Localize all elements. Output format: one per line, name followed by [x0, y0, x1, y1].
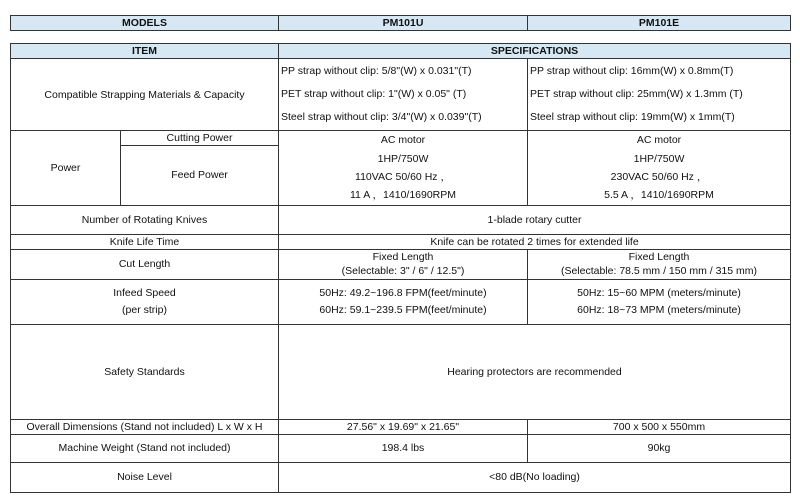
- pet-strap-b: PET strap without clip: 25mm(W) x 1.3mm (T): [530, 88, 743, 101]
- specs-table: [10, 43, 791, 493]
- feed-power-label: Feed Power: [121, 146, 279, 205]
- hp-a: 1HP/750W: [377, 152, 429, 165]
- spec-header-row: [11, 44, 791, 59]
- current-b: 5.5 A ，1410/1690RPM: [604, 189, 714, 202]
- infeed-label-line1: Infeed Speed: [113, 287, 176, 300]
- cut-length-label: Cut Length: [11, 249, 279, 279]
- cut-length-b-type: Fixed Length: [628, 251, 690, 264]
- infeed-b-60hz: 60Hz: 18~73 MPM (meters/minute): [577, 303, 741, 316]
- dimensions-row: [11, 419, 791, 434]
- voltage-a: 110VAC 50/60 Hz ，: [355, 170, 451, 183]
- compatible-model-a: [279, 59, 528, 131]
- cutting-power-label: Cutting Power: [121, 131, 279, 146]
- noise-row: [11, 463, 791, 493]
- motor-b: AC motor: [636, 134, 682, 147]
- steel-strap-b: Steel strap without clip: 19mm(W) x 1mm(T): [530, 111, 735, 124]
- knife-life-row: [11, 234, 791, 249]
- model-b-header: PM101E: [528, 16, 791, 31]
- infeed-label: [11, 279, 279, 324]
- pp-strap-a: PP strap without clip: 5/8"(W) x 0.031"(T): [281, 65, 472, 78]
- infeed-model-b: [528, 279, 791, 324]
- steel-strap-a: Steel strap without clip: 3/4"(W) x 0.039"(T): [281, 111, 482, 124]
- infeed-b-50hz: 50Hz: 15~60 MPM (meters/minute): [577, 287, 741, 300]
- knives-row: [11, 205, 791, 234]
- compatible-model-b: [528, 59, 791, 131]
- weight-model-a: 198.4 lbs: [279, 435, 528, 463]
- model-a-header: PM101U: [279, 16, 528, 31]
- current-a: 11 A ，1410/1690RPM: [349, 189, 457, 202]
- specifications-header: SPECIFICATIONS: [279, 44, 791, 59]
- safety-value: Hearing protectors are recommended: [279, 324, 791, 419]
- knives-label: Number of Rotating Knives: [11, 205, 279, 234]
- knives-value: 1-blade rotary cutter: [279, 205, 791, 234]
- models-header-row: [11, 16, 791, 31]
- power-row: [11, 131, 791, 146]
- cut-length-b-options: (Selectable: 78.5 mm / 150 mm / 315 mm): [560, 265, 758, 278]
- motor-a: AC motor: [380, 134, 426, 147]
- voltage-b: 230VAC 50/60 Hz ，: [610, 170, 708, 183]
- infeed-label-line2: (per strip): [122, 303, 167, 316]
- cut-length-model-b: [528, 249, 791, 279]
- cut-length-a-options: (Selectable: 3" / 6" / 12.5"): [341, 265, 465, 278]
- hp-b: 1HP/750W: [633, 152, 685, 165]
- cut-length-a-type: Fixed Length: [372, 251, 434, 264]
- knife-life-value: Knife can be rotated 2 times for extended life: [279, 234, 791, 249]
- knife-life-label: Knife Life Time: [11, 234, 279, 249]
- weight-row: [11, 435, 791, 463]
- compatible-row: [11, 59, 791, 131]
- compatible-label: Compatible Strapping Materials & Capacity: [11, 59, 279, 131]
- infeed-a-50hz: 50Hz: 49.2~196.8 FPM(feet/minute): [319, 287, 487, 300]
- models-label: MODELS: [11, 16, 279, 31]
- weight-label: Machine Weight (Stand not included): [11, 435, 279, 463]
- models-table: [10, 15, 791, 31]
- pp-strap-b: PP strap without clip: 16mm(W) x 0.8mm(T): [530, 65, 734, 78]
- pet-strap-a: PET strap without clip: 1"(W) x 0.05" (T): [281, 88, 467, 101]
- power-model-b: [528, 131, 791, 206]
- infeed-row: [11, 279, 791, 324]
- safety-label: Safety Standards: [11, 324, 279, 419]
- weight-model-b: 90kg: [528, 435, 791, 463]
- noise-value: <80 dB(No loading): [279, 463, 791, 493]
- power-model-a: [279, 131, 528, 206]
- safety-row: [11, 324, 791, 419]
- cut-length-row: [11, 249, 791, 279]
- dimensions-label: Overall Dimensions (Stand not included) L x W x H: [11, 419, 279, 434]
- dimensions-model-b: 700 x 500 x 550mm: [528, 419, 791, 434]
- noise-label: Noise Level: [11, 463, 279, 493]
- item-header: ITEM: [11, 44, 279, 59]
- infeed-a-60hz: 60Hz: 59.1~239.5 FPM(feet/minute): [319, 303, 487, 316]
- cut-length-model-a: [279, 249, 528, 279]
- dimensions-model-a: 27.56" x 19.69" x 21.65": [279, 419, 528, 434]
- power-label: Power: [11, 131, 121, 206]
- infeed-model-a: [279, 279, 528, 324]
